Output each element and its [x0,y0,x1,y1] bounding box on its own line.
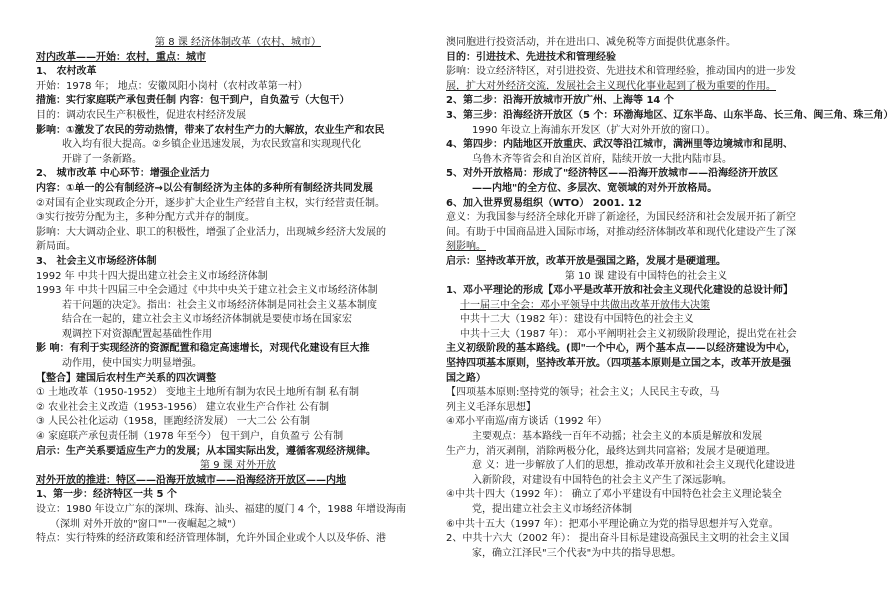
right-column-line: 第 10 课 建设有中国特色的社会主义 [564,270,728,282]
left-column-line: 目的：调动农民生产积极性，促进农村经济发展 [36,109,246,121]
left-column-line: 若干问题的决定》。指出：社会主义市场经济体制是同社会主义基本制度 [62,299,377,311]
right-column-line: 列主义毛泽东思想】 [446,401,536,413]
right-column-line: 主要观点：基本路线一百年不动摇；社会主义的本质是解放和发展 [472,431,762,443]
left-column-line: 1993 年 中共十四届三中全会通过《中共中央关于建立社会主义市场经济体制 [36,285,378,297]
left-column-line: 措施：实行家庭联产承包责任制 内容：包干到户，自负盈亏（大包干） [36,95,350,107]
left-column-line: 2、 城市改革 中心环节：增强企业活力 [36,168,210,180]
left-column-line: 设立：1980 年设立广东的深圳、珠海、汕头、福建的厦门 4 个，1988 年增设海南 [36,504,406,515]
left-column-line: 第 8 课 经济体制改革（农村、城市） [155,37,321,48]
right-column-line: 家，确立江泽民"三个代表"为中共的指导思想。 [472,547,682,559]
left-column-line: 3、 社会主义市场经济体制 [36,255,157,267]
left-column-line: ②对国有企业实现政企分开，逐步扩大企业生产经营自主权，实行经营责任制。 [36,197,385,209]
left-column-line: 启示：生产关系要适应生产力的发展；从本国实际出发，遵循客观经济规律。 [36,445,376,457]
right-column-line: 国之路） [446,372,486,384]
right-column-line: 意义：为我国参与经济全球化开辟了新途径，为国民经济和社会发展开拓了新空 [446,212,796,224]
right-column-line: 1、邓小平理论的形成【邓小平是改革开放和社会主义现代化建设的总设计师】 [446,285,793,297]
left-column-line: 动作用，使中国实力明显增强。 [62,358,202,370]
left-column-line: 收入均有很大提高。②乡镇企业迅速发展，为农民致富和实现现代化 [62,139,361,151]
right-column-line: 【四项基本原则:坚持党的领导；社会主义；人民民主专政，马 [446,387,720,399]
left-column-line: 特点：实行特殊的经济政策和经济管理体制，允许外国企业或个人以及华侨、港 [36,533,386,545]
left-column-line: 开始：1978 年； 地点：安徽凤阳小岗村（农村改革第一村） [36,80,308,92]
right-column-line: ④邓小平南巡/南方谈话（1992 年） [446,416,607,428]
right-column-line: 影响：设立经济特区，对引进投资、先进技术和管理经验，推动国内的进一步发 [446,66,796,78]
left-column-line: 新局面。 [36,241,76,253]
right-column-line: 5、对外开放格局：形成了"经济特区——沿海开放城市——沿海经济开放区 [446,168,779,180]
left-column-line: 开辟了一条新路。 [62,153,142,165]
right-column-line: 意 义：进一步解放了人们的思想，推动改革开放和社会主义现代化建设进 [472,460,796,472]
right-column-line: 6、加入世界贸易组织（WTO） 2001. 12 [446,197,642,209]
left-column-line: 影响：①激发了农民的劳动热情，带来了农村生产力的大解放，农业生产和农民 [36,124,385,136]
right-column-line: ⑥中共十五大（1997 年）：把邓小平理论确立为党的指导思想并写入党章。 [446,518,779,530]
left-column-line: 观调控下对资源配置起基础性作用 [62,328,212,340]
left-column [36,36,440,547]
right-column-line: 启示：坚持改革开放，改革开放是强国之路，发展才是硬道理。 [446,255,726,267]
right-column-line: 2、中共十六大（2002 年）： 提出奋斗目标是建设高强民主文明的社会主义国 [446,533,790,545]
left-column-line: ③ 人民公社化运动（1958，匪跑经济发展） 一大二公 公有制 [36,416,310,428]
right-column-line: 澳同胞进行投资活动，并在进出口、减免税等方面提供优惠条件。 [446,37,736,48]
right-column-line: ④中共十四大（1992 年）： 确立了邓小平建设有中国特色社会主义理论装全 [446,489,782,501]
right-column-line: 2、第二步：沿海开放城市开放广州、上海等 14 个 [446,95,674,107]
left-column-line: 内容：①单一的公有制经济→以公有制经济为主体的多种所有制经济共同发展 [36,182,373,194]
left-column-line: ① 土地改革（1950-1952） 变地主土地所有制为农民土地所有制 私有制 [36,387,360,399]
left-column-line: 第 9 课 对外开放 [200,460,276,472]
right-column-line: ——内地"的全方位、多层次、宽领域的对外开放格局。 [472,182,718,194]
right-column-line: 3、第三步：沿海经济开放区（5 个：环渤海地区、辽东半岛、山东半岛、长三角、闽三角、珠三角） [446,109,893,121]
left-column-line: 1、 农村改革 [36,66,97,78]
right-column-line: 目的：引进技术、先进技术和管理经验 [446,51,616,63]
left-column-line: ④ 家庭联产承包责任制（1978 年至今） 包干到户，自负盈亏 公有制 [36,431,344,443]
left-column-line: （深圳 对外开放的"窗口""一夜崛起之城"） [50,518,242,530]
right-column-line: 间。有助于中国商品进入国际市场，对推动经济体制改革和现代化建设产生了深 [446,226,796,238]
left-column-line: ③实行按劳分配为主，多种分配方式并存的制度。 [36,212,255,224]
right-column-line: 1990 年设立上海浦东开发区（扩大对外开放的窗口）。 [472,124,716,136]
right-column-line: 主义初级阶段的基本路线。(即"一个中心，两个基本点——以经济建设为中心， [446,343,796,355]
right-column-line: 中共十三大（1987 年）： 邓小平阐明社会主义初级阶段理论，提出党在社会 [460,328,797,340]
right-column-line: 坚持四项基本原则，坚持改革开放。（四项基本原则是立国之本，改革开放是强 [446,358,791,370]
right-column-line: 4、第四步：内陆地区开放重庆、武汉等沿江城市，满洲里等边境城市和昆明、 [446,139,793,151]
right-column-line: 展，扩大对外经济交流，发展社会主义现代化事业起到了极为重要的作用。 [446,80,776,92]
right-column-line: 刻影响。 [446,241,486,253]
left-column-line: ② 农业社会主义改造（1953-1956） 建立农业生产合作社 公有制 [36,401,330,413]
right-column-line: 生产力，消灭剥削，消除两极分化，最终达到共同富裕；发展才是硬道理。 [446,445,776,457]
left-column-line: 1、第一步：经济特区一共 5 个 [36,489,177,501]
left-column-line: 影响：大大调动企业、职工的积极性，增强了企业活力，出现城乡经济大发展的 [36,226,386,238]
left-column-line: 对内改革——开始：农村，重点：城市 [36,51,206,63]
right-column-line: 中共十二大（1982 年）：建设有中国特色的社会主义 [460,314,694,326]
left-column-line: 影 响：有利于实现经济的资源配置和稳定高速增长，对现代化建设有巨大推 [36,343,370,355]
right-column-line: 乌鲁木齐等省会和自治区首府，陆续开放一大批内陆市县。 [472,153,732,165]
right-column [446,36,893,561]
left-column-line: 1992 年 中共十四大提出建立社会主义市场经济体制 [36,270,268,282]
right-column-line: 十一届三中全会：邓小平领导中共做出改革开放伟大决策 [460,299,710,311]
right-column-line: 党，提出建立社会主义市场经济体制 [472,504,632,515]
left-column-line: 对外开放的推进：特区——沿海开放城市——沿海经济开放区——内地 [36,474,346,486]
right-column-line: 入新阶段，对建设有中国特色的社会主义产生了深远影响。 [472,474,732,486]
left-column-line: 【整合】建国后农村生产关系的四次调整 [36,372,216,384]
left-column-line: 结合在一起的，建立社会主义市场经济体制就是要使市场在国家宏 [62,314,352,326]
